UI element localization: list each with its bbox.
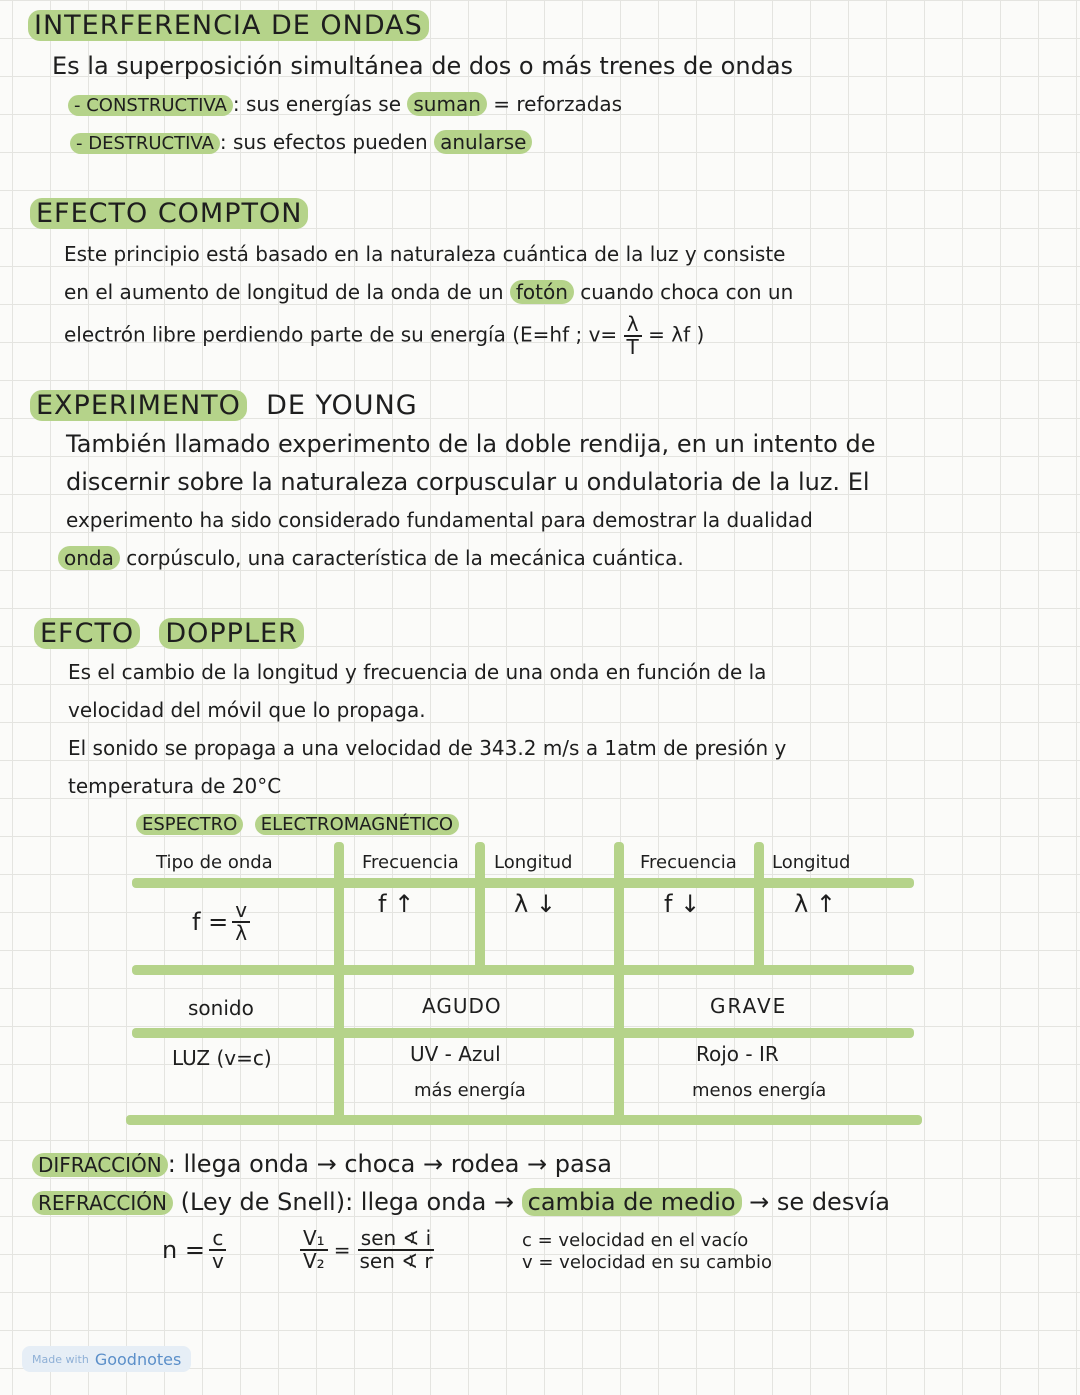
header-frecuencia-2: Frecuencia: [640, 852, 737, 873]
row-luz-low: Rojo - IR: [696, 1042, 779, 1066]
doppler-line-4: temperatura de 20°C: [68, 774, 282, 798]
compton-line-2: en el aumento de longitud de la onda de un fotón cuando choca con un: [64, 280, 794, 304]
interferencia-constructiva: - CONSTRUCTIVA : sus energías se suman = reforzadas: [68, 92, 622, 116]
doppler-title: EFCTO DOPPLER: [34, 618, 304, 649]
row-luz-high-note: más energía: [414, 1080, 526, 1101]
table-col-divider-4: [754, 842, 764, 972]
compton-line-3: electrón libre perdiendo parte de su energía (E=hf ; v= $\frac{\lambda}{T}$ = λf ): [64, 312, 705, 359]
young-line-1: También llamado experimento de la doble rendija, en un intento de: [66, 430, 876, 458]
table-col-divider-2: [475, 842, 485, 972]
refraccion-line: REFRACCIÓN (Ley de Snell): llega onda → cambia de medio → se desvía: [32, 1188, 890, 1216]
arrow-wavelength-down: λ ↓: [514, 890, 556, 918]
table-line-sonido: [132, 1028, 914, 1038]
compton-title: EFECTO COMPTON: [30, 198, 308, 229]
row-luz-type: LUZ (v=c): [172, 1046, 272, 1070]
young-line-4: onda corpúsculo, una característica de la mecánica cuántica.: [58, 546, 684, 570]
young-title: EXPERIMENTO DE YOUNG: [30, 390, 418, 421]
header-longitud-1: Longitud: [494, 852, 573, 873]
row-sonido-high: AGUDO: [422, 994, 502, 1018]
doppler-line-2: velocidad del móvil que lo propaga.: [68, 698, 426, 722]
table-col-divider-1: [334, 842, 344, 1124]
row-luz-high: UV - Azul: [410, 1042, 501, 1066]
doppler-line-1: Es el cambio de la longitud y frecuencia de una onda en función de la: [68, 660, 767, 684]
snell-note-c: c = velocidad en el vacío: [522, 1230, 749, 1251]
interferencia-title: INTERFERENCIA DE ONDAS: [28, 10, 429, 41]
doppler-line-3: El sonido se propaga a una velocidad de 343.2 m/s a 1atm de presión y: [68, 736, 787, 760]
table-line-header: [132, 878, 914, 888]
table-line-formula: [132, 965, 914, 975]
formula-f-v-lambda: f = $\frac{v}{\lambda}$: [192, 900, 250, 944]
snell-note-v: v = velocidad en su cambio: [522, 1252, 773, 1273]
table-col-divider-3: [614, 842, 624, 1124]
arrow-wavelength-up: λ ↑: [794, 890, 836, 918]
interferencia-destructiva: - DESTRUCTIVA : sus efectos pueden anularse: [70, 130, 532, 154]
interferencia-definition: Es la superposición simultánea de dos o más trenes de ondas: [52, 52, 794, 80]
espectro-title: ESPECTRO ELECTROMAGNÉTICO: [136, 814, 459, 835]
row-luz-low-note: menos energía: [692, 1080, 827, 1101]
snell-n-formula: n = $\frac{c}{v}$: [162, 1228, 227, 1272]
row-sonido-type: sonido: [188, 996, 254, 1020]
arrow-frequency-down: f ↓: [664, 890, 701, 918]
goodnotes-badge: [22, 1346, 191, 1372]
snell-ratio-formula: $\frac{\text{V₁}}{\text{V₂}}$ = $\frac{\text{sen ∢ i}}{\text{sen ∢ r}}$: [300, 1228, 436, 1272]
goodnotes-brand: Goodnotes: [94, 1349, 182, 1369]
compton-formula-fraction: $\frac{\lambda}{T}$: [624, 314, 642, 358]
young-line-3: experimento ha sido considerado fundamental para demostrar la dualidad: [66, 508, 813, 532]
header-frecuencia-1: Frecuencia: [362, 852, 459, 873]
made-with-label: Made with: [32, 1352, 89, 1366]
table-line-bottom: [126, 1115, 922, 1125]
difraccion-line: DIFRACCIÓN : llega onda → choca → rodea → pasa: [32, 1150, 612, 1178]
header-tipo-de-onda: Tipo de onda: [156, 852, 273, 873]
young-line-2: discernir sobre la naturaleza corpuscular u ondulatoria de la luz. El: [66, 468, 870, 496]
header-longitud-2: Longitud: [772, 852, 851, 873]
compton-line-1: Este principio está basado en la naturaleza cuántica de la luz y consiste: [64, 242, 786, 266]
arrow-frequency-up: f ↑: [378, 890, 415, 918]
row-sonido-low: GRAVE: [710, 994, 788, 1018]
